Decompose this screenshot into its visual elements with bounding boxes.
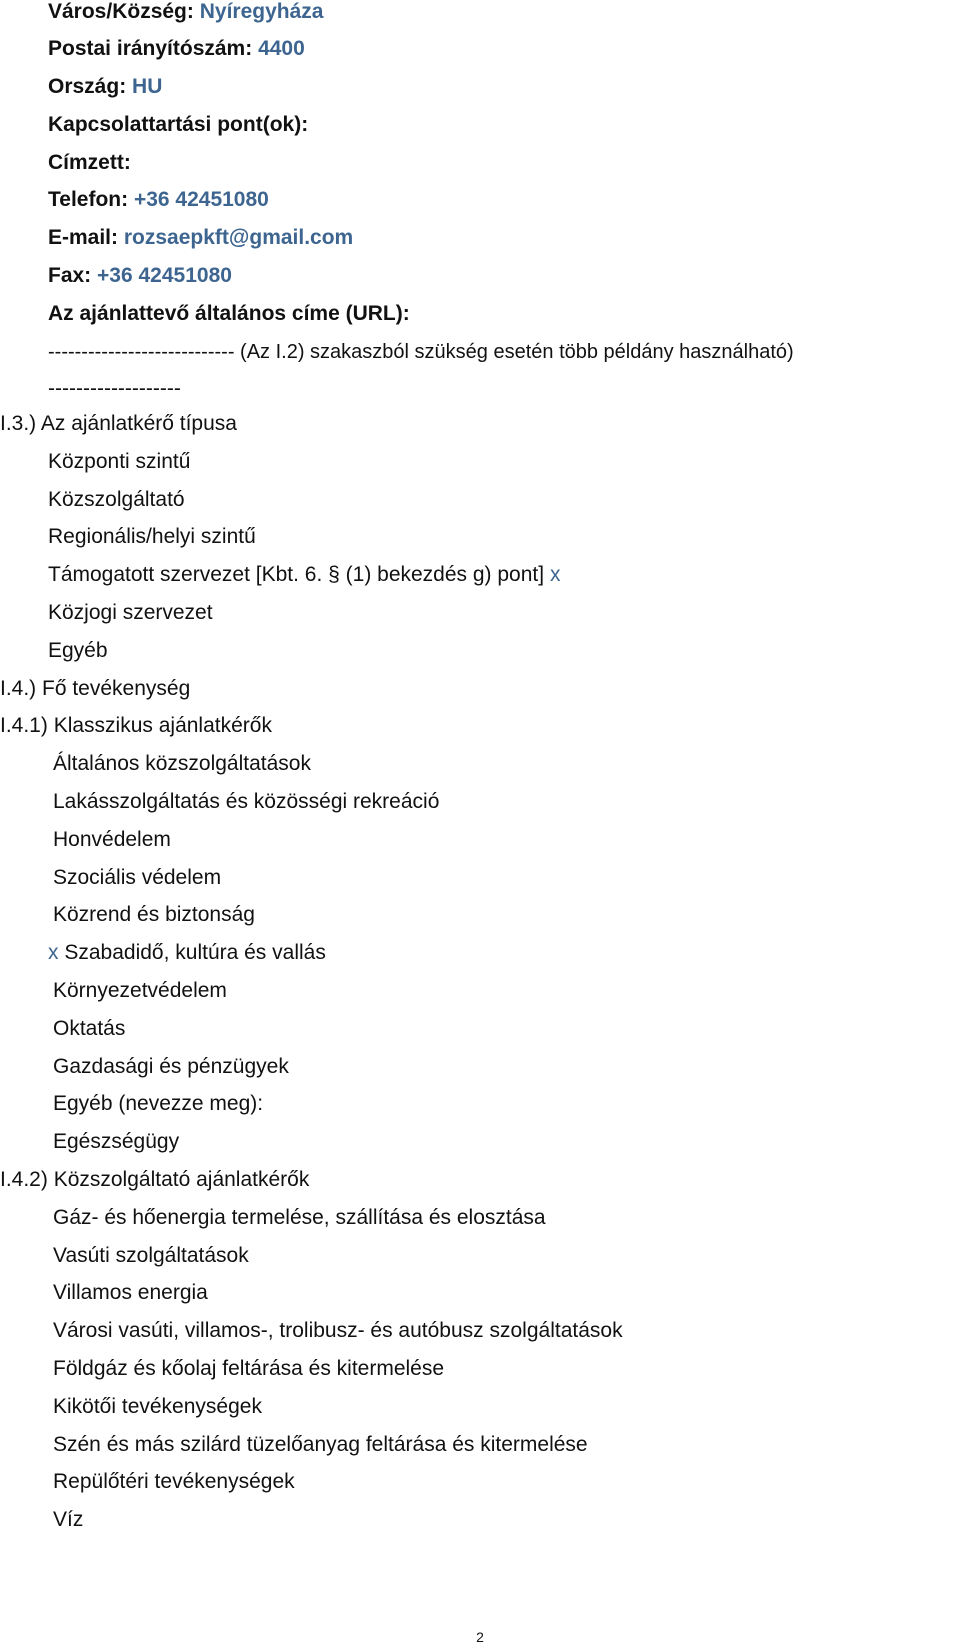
city-label: Város/Község: <box>48 0 194 23</box>
i41-item-health: Egészségügy <box>53 1130 180 1153</box>
postal-label: Postai irányítószám: <box>48 37 253 60</box>
i42-item-electricity: Villamos energia <box>53 1281 208 1304</box>
country-value: HU <box>132 75 163 98</box>
i3-item-supported-org <box>48 555 560 595</box>
url-row <box>48 294 410 334</box>
i41-item-social: Szociális védelem <box>53 866 222 889</box>
fax-row <box>48 256 232 296</box>
i41-item-other: Egyéb (nevezze meg): <box>53 1092 264 1115</box>
i42-item-gas-heat: Gáz- és hőenergia termelése, szállítása és elosztása <box>53 1206 546 1229</box>
i41-item-defence: Honvédelem <box>53 828 171 851</box>
i41-item-economy: Gazdasági és pénzügyek <box>53 1055 289 1078</box>
i41-item-housing: Lakásszolgáltatás és közösségi rekreáció <box>53 790 440 813</box>
phone-row <box>48 180 269 220</box>
section-i3-title: I.3.) Az ajánlatkérő típusa <box>0 412 237 435</box>
city-value: Nyíregyháza <box>199 0 324 23</box>
i41-item-general-services: Általános közszolgáltatások <box>53 752 311 775</box>
i3-item-supported-org-label: Támogatott szervezet [Kbt. 6. § (1) bekezdés g) pont] <box>48 563 545 586</box>
i3-item-public-service: Közszolgáltató <box>48 488 185 511</box>
i41-selected-mark: x <box>48 941 59 964</box>
recipient-label: Címzett: <box>48 151 131 174</box>
i3-selected-mark: x <box>549 563 561 586</box>
recipient-row <box>48 143 131 183</box>
section-i41-title: I.4.1) Klasszikus ajánlatkérők <box>0 714 272 737</box>
fax-value: +36 42451080 <box>97 264 232 287</box>
i42-item-urban-transport: Városi vasúti, villamos-, trolibusz- és autóbusz szolgáltatások <box>53 1319 623 1342</box>
contact-points-label: Kapcsolattartási pont(ok): <box>48 113 309 136</box>
i41-item-environment: Környezetvédelem <box>53 979 227 1002</box>
postal-row <box>48 29 305 69</box>
email-value: rozsaepkft@gmail.com <box>123 226 354 249</box>
separator-line-2: ------------------- <box>48 377 181 400</box>
i42-item-railway: Vasúti szolgáltatások <box>53 1244 249 1267</box>
email-row <box>48 218 353 258</box>
i3-item-public-law: Közjogi szervezet <box>48 601 213 624</box>
postal-value: 4400 <box>258 37 305 60</box>
i41-item-recreation <box>48 933 326 973</box>
country-label: Ország: <box>48 75 127 98</box>
section-i42-title: I.4.2) Közszolgáltató ajánlatkérők <box>0 1168 310 1191</box>
phone-value: +36 42451080 <box>133 188 269 211</box>
separator-line-1: ---------------------------- (Az I.2) szakaszból szükség esetén több példány használható) <box>48 341 794 363</box>
country-row <box>48 67 162 107</box>
i42-item-oil-gas: Földgáz és kőolaj feltárása és kitermelése <box>53 1357 445 1380</box>
page-number: 2 <box>476 1629 484 1645</box>
i41-item-education: Oktatás <box>53 1017 126 1040</box>
section-i4-title: I.4.) Fő tevékenység <box>0 677 191 700</box>
email-label: E-mail: <box>48 226 119 249</box>
i41-item-public-order: Közrend és biztonság <box>53 903 255 926</box>
i42-item-ports: Kikötői tevékenységek <box>53 1395 262 1418</box>
i42-item-water: Víz <box>53 1508 84 1531</box>
i3-item-regional: Regionális/helyi szintű <box>48 525 256 548</box>
city-row <box>48 0 323 32</box>
i42-item-airports: Repülőtéri tevékenységek <box>53 1470 295 1493</box>
url-label: Az ajánlattevő általános címe (URL): <box>48 302 410 325</box>
i42-item-coal: Szén és más szilárd tüzelőanyag feltárása és kitermelése <box>53 1433 588 1456</box>
i3-item-other: Egyéb <box>48 639 108 662</box>
i3-item-central: Központi szintű <box>48 450 191 473</box>
phone-label: Telefon: <box>48 188 129 211</box>
contact-points-row <box>48 105 308 145</box>
i41-item-recreation-label: Szabadidő, kultúra és vallás <box>64 941 326 964</box>
fax-label: Fax: <box>48 264 92 287</box>
